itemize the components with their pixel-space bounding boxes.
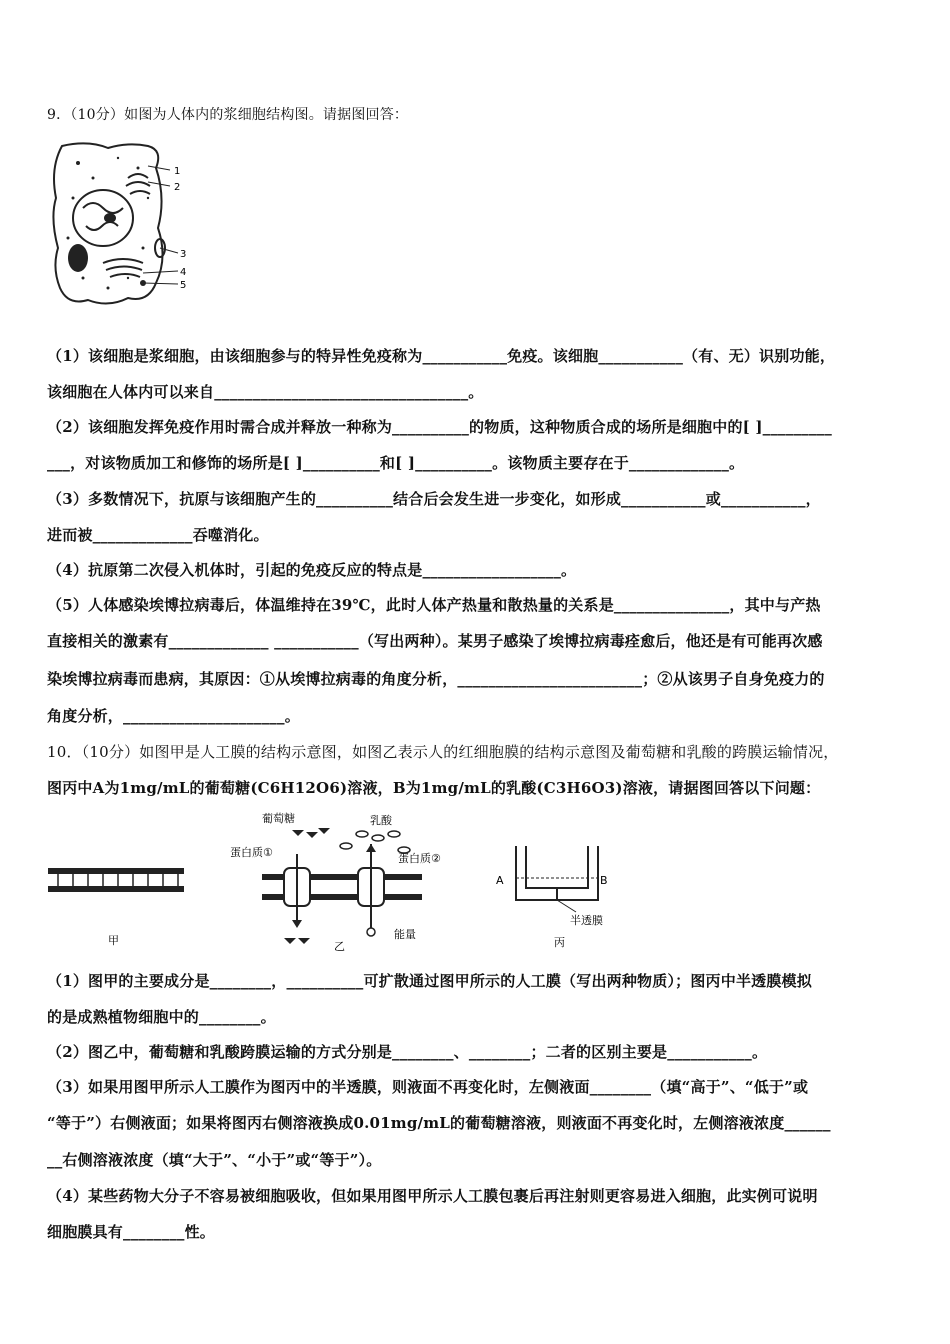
q9-line-6: 进而被_____________吞噬消化。	[47, 526, 269, 544]
fig-yi-protein2: 蛋白质②	[398, 852, 441, 865]
q9-line-5: （3）多数情况下，抗原与该细胞产生的__________结合后会发生进一步变化，如形成___________或___________，	[47, 490, 821, 508]
figure-yi-membrane	[222, 808, 472, 958]
q9-line-9: 直接相关的激素有_____________ ___________（写出两种）。某男子感染了埃博拉病毒痊愈后，他还是有可能再次感	[47, 632, 823, 650]
q10-line-1: （1）图甲的主要成分是________，__________可扩散通过图甲所示的人工膜（写出两种物质）；图丙中半透膜模拟	[47, 972, 812, 990]
fig-yi-energy: 能量	[394, 928, 416, 941]
fig-yi-lactic: 乳酸	[370, 814, 392, 827]
q10-line-3: （2）图乙中，葡萄糖和乳酸跨膜运输的方式分别是________、________；二者的区别主要是___________。	[47, 1043, 768, 1061]
q9-line-3: （2）该细胞发挥免疫作用时需合成并释放一种称为__________的物质，这种物质合成的场所是细胞中的[ ]_________	[47, 418, 832, 436]
q9-line-10: 染埃博拉病毒而患病，其原因：①从埃博拉病毒的角度分析，________________________；②从该男子自身免疫力的	[47, 670, 825, 688]
q10-header: 10．（10分）如图甲是人工膜的结构示意图，如图乙表示人的红细胞膜的结构示意图及葡萄糖和乳酸的跨膜运输情况，	[47, 743, 839, 761]
q10-line-4: （3）如果用图甲所示人工膜作为图丙中的半透膜，则液面不再变化时，左侧液面________（填“高于”、“低于”或	[47, 1078, 809, 1096]
fig-bing-semi: 半透膜	[570, 914, 603, 927]
q10-line-2: 的是成熟植物细胞中的________。	[47, 1008, 276, 1026]
q10-line-6: __右侧溶液浓度（填“大于”、“小于”或“等于”）。	[47, 1151, 382, 1169]
fig9-label-3: 3	[180, 249, 187, 260]
q9-line-7: （4）抗原第二次侵入机体时，引起的免疫反应的特点是__________________。	[47, 561, 577, 579]
fig-yi-label: 乙	[334, 940, 345, 953]
fig-bing-b: B	[600, 874, 608, 887]
fig9-label-4: 4	[180, 267, 187, 278]
q9-line-2: 该细胞在人体内可以来自_________________________________。	[47, 383, 484, 401]
fig9-label-1: 1	[174, 166, 181, 177]
fig-bing-a: A	[496, 874, 504, 887]
fig9-label-2: 2	[174, 182, 181, 193]
q9-line-1: （1）该细胞是浆细胞，由该细胞参与的特异性免疫称为___________免疫。该细胞___________（有、无）识别功能，	[47, 347, 836, 365]
q10-header-2: 图丙中A为1mg/mL的葡萄糖(C6H12O6)溶液，B为1mg/mL的乳酸(C3H6O3)溶液，请据图回答以下问题：	[47, 779, 821, 797]
q9-line-11: 角度分析，_____________________。	[47, 707, 300, 725]
q10-line-5: “等于”）右侧液面；如果将图丙右侧溶液换成0.01mg/mL的葡萄糖溶液，则液面不再变化时，左侧溶液浓度______	[47, 1114, 831, 1132]
fig-yi-protein1: 蛋白质①	[230, 846, 273, 859]
figure-jia-membrane	[48, 860, 188, 950]
fig-jia-label: 甲	[108, 934, 119, 947]
plasma-cell-figure	[48, 138, 208, 310]
q10-line-8: 细胞膜具有________性。	[47, 1223, 216, 1241]
q9-line-8: （5）人体感染埃博拉病毒后，体温维持在39℃，此时人体产热量和散热量的关系是_______________，其中与产热	[47, 596, 821, 614]
q9-header: 9．（10分）如图为人体内的浆细胞结构图。请据图回答：	[47, 107, 409, 123]
q10-line-7: （4）某些药物大分子不容易被细胞吸收，但如果用图甲所示人工膜包裹后再注射则更容易进入细胞，此实例可说明	[47, 1187, 818, 1205]
q9-line-4: ___，对该物质加工和修饰的场所是[ ]__________和[ ]__________。该物质主要存在于_____________。	[47, 454, 745, 472]
fig-yi-glucose: 葡萄糖	[262, 812, 295, 825]
figure-bing-u-tube	[488, 838, 638, 950]
fig9-label-5: 5	[180, 280, 187, 291]
fig-bing-label: 丙	[554, 936, 565, 949]
